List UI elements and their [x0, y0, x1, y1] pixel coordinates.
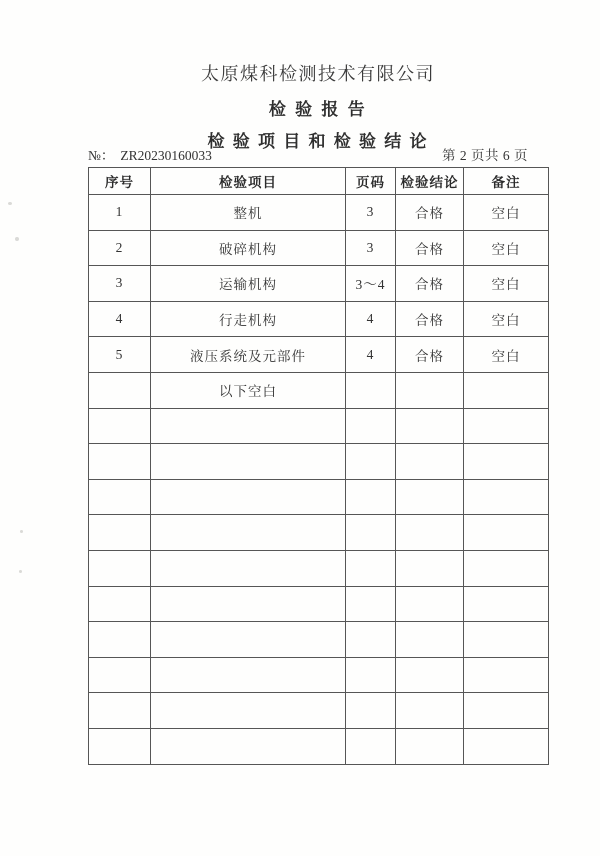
cell-no: [89, 622, 151, 658]
cell-page: [346, 622, 396, 658]
cell-conclusion: 合格: [396, 337, 464, 373]
cell-conclusion: [396, 586, 464, 622]
table-row: [89, 266, 549, 302]
cell-remark: 空白: [464, 195, 549, 231]
col-header-conclusion: 检验结论: [396, 168, 464, 195]
col-header-item: 检验项目: [151, 168, 346, 195]
page-indicator: 第 2 页共 6 页: [442, 148, 528, 163]
cell-remark: 空白: [464, 266, 549, 302]
cell-remark: [464, 372, 549, 408]
table-row: [89, 693, 549, 729]
cell-conclusion: [396, 550, 464, 586]
table-row: [89, 444, 549, 480]
cell-remark: [464, 444, 549, 480]
cell-page: [346, 693, 396, 729]
cell-item: 液压系统及元部件: [151, 337, 346, 373]
scan-speck: [8, 202, 12, 205]
report-title: 检 验 报 告: [268, 100, 368, 119]
report-number: [88, 147, 212, 165]
cell-conclusion: 合格: [396, 195, 464, 231]
cell-page: [346, 408, 396, 444]
cell-conclusion: [396, 728, 464, 764]
table-row: [89, 479, 549, 515]
table-row: [89, 408, 549, 444]
cell-page: [346, 479, 396, 515]
cell-item: [151, 657, 346, 693]
cell-item: [151, 622, 346, 658]
table-row: [89, 622, 549, 658]
table-row: [89, 372, 549, 408]
cell-conclusion: 合格: [396, 301, 464, 337]
cell-remark: 空白: [464, 337, 549, 373]
cell-page: 3: [346, 195, 396, 231]
cell-page: 3: [346, 230, 396, 266]
cell-no: 5: [89, 337, 151, 373]
cell-remark: [464, 622, 549, 658]
cell-page: 3～4: [346, 266, 396, 302]
cell-remark: [464, 657, 549, 693]
table-header-row: [89, 168, 549, 195]
table-row: [89, 337, 549, 373]
cell-item: 破碎机构: [151, 230, 346, 266]
cell-remark: [464, 586, 549, 622]
col-header-page: 页码: [346, 168, 396, 195]
cell-conclusion: [396, 479, 464, 515]
table-row: [89, 586, 549, 622]
cell-item: [151, 550, 346, 586]
cell-remark: [464, 515, 549, 551]
inspection-results-table: [88, 167, 549, 765]
cell-item: 整机: [151, 195, 346, 231]
cell-item: [151, 515, 346, 551]
cell-remark: 空白: [464, 301, 549, 337]
cell-conclusion: [396, 657, 464, 693]
cell-conclusion: [396, 622, 464, 658]
report-number-value: ZR20230160033: [120, 148, 212, 163]
cell-no: 4: [89, 301, 151, 337]
cell-no: [89, 586, 151, 622]
meta-row: [88, 147, 548, 165]
company-title: 太原煤科检测技术有限公司: [201, 64, 435, 84]
cell-no: [89, 515, 151, 551]
table-row: [89, 550, 549, 586]
table-header: [89, 168, 549, 195]
cell-no: 2: [89, 230, 151, 266]
scan-speck: [19, 570, 22, 573]
cell-no: 3: [89, 266, 151, 302]
cell-remark: [464, 408, 549, 444]
table-row: [89, 515, 549, 551]
cell-page: [346, 586, 396, 622]
cell-remark: [464, 728, 549, 764]
cell-item: 行走机构: [151, 301, 346, 337]
table-row: [89, 301, 549, 337]
cell-conclusion: 合格: [396, 230, 464, 266]
cell-no: [89, 444, 151, 480]
cell-page: [346, 515, 396, 551]
cell-conclusion: [396, 408, 464, 444]
cell-item: [151, 479, 346, 515]
cell-page: [346, 728, 396, 764]
cell-no: [89, 728, 151, 764]
cell-no: [89, 479, 151, 515]
cell-conclusion: [396, 444, 464, 480]
cell-item: 以下空白: [151, 372, 346, 408]
cell-conclusion: [396, 693, 464, 729]
cell-page: 4: [346, 337, 396, 373]
scan-speck: [15, 237, 19, 241]
cell-no: [89, 550, 151, 586]
cell-remark: 空白: [464, 230, 549, 266]
table-row: [89, 657, 549, 693]
cell-item: [151, 586, 346, 622]
cell-page: [346, 444, 396, 480]
table-body: [89, 195, 549, 765]
report-number-label: №：: [88, 148, 115, 163]
cell-item: [151, 408, 346, 444]
cell-conclusion: [396, 515, 464, 551]
cell-remark: [464, 479, 549, 515]
cell-item: [151, 693, 346, 729]
table-row: [89, 728, 549, 764]
cell-page: [346, 657, 396, 693]
cell-page: [346, 550, 396, 586]
cell-no: 1: [89, 195, 151, 231]
cell-item: [151, 728, 346, 764]
cell-conclusion: 合格: [396, 266, 464, 302]
cell-remark: [464, 550, 549, 586]
cell-no: [89, 693, 151, 729]
cell-item: [151, 444, 346, 480]
section-title: 检 验 项 目 和 检 验 结 论: [207, 132, 429, 151]
table-row: [89, 195, 549, 231]
col-header-serial-no: 序号: [89, 168, 151, 195]
scan-speck: [20, 530, 23, 533]
cell-page: 4: [346, 301, 396, 337]
cell-no: [89, 657, 151, 693]
table-row: [89, 230, 549, 266]
cell-conclusion: [396, 372, 464, 408]
cell-no: [89, 372, 151, 408]
cell-item: 运输机构: [151, 266, 346, 302]
col-header-remark: 备注: [464, 168, 549, 195]
cell-no: [89, 408, 151, 444]
cell-remark: [464, 693, 549, 729]
cell-page: [346, 372, 396, 408]
